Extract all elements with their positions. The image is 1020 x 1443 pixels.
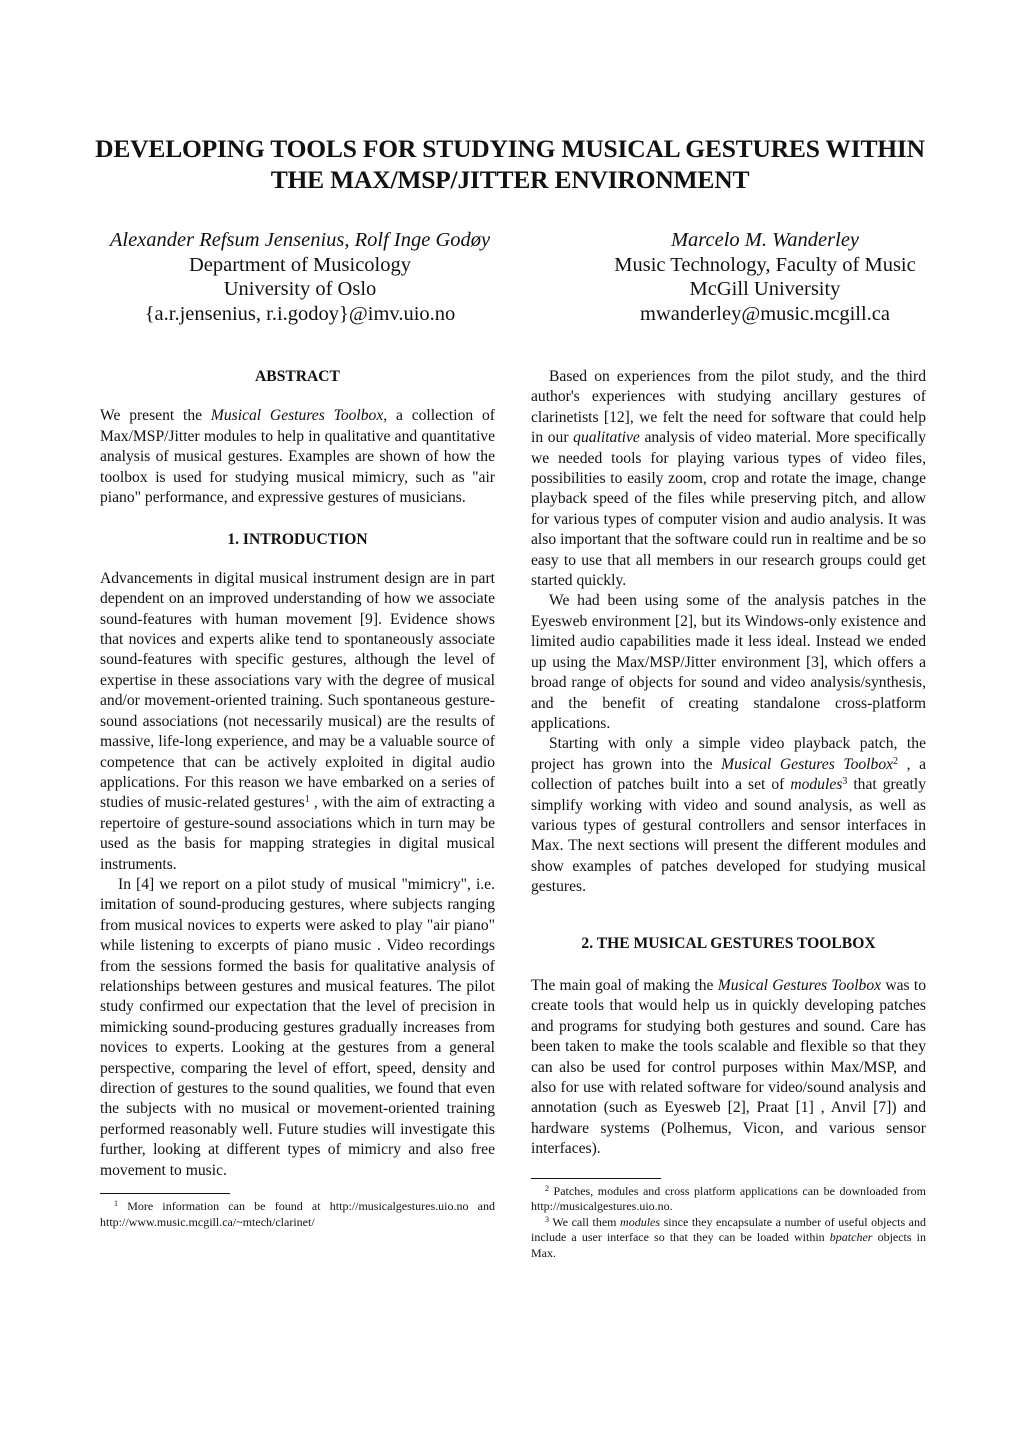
author-block-left — [95, 228, 505, 326]
left-column — [100, 367, 495, 1230]
footnote-2: $^2$ Patches, modules and cross platform applications can be downloaded from http://musicalgestures.uio.no. — [531, 1183, 926, 1214]
title-line-1: DEVELOPING TOOLS FOR STUDYING MUSICAL GESTURES WITHIN — [95, 134, 925, 163]
author-organization: McGill University — [689, 278, 841, 300]
footnote-1: $^1$ More information can be found at http://musicalgestures.uio.no and http://www.music.mcgill.ca/~mtech/clarinet/ — [100, 1199, 495, 1229]
abstract-text: We present the Musical Gestures Toolbox, a collection of Max/MSP/Jitter modules to help in qualitative and quantitative analysis of musical gestures. Examples are shown of how the toolbox is used for studying musical mimicry, such as "air piano" performance, and expressive gestures of musicians. — [100, 407, 495, 507]
intro-paragraph-1: Advancements in digital musical instrument design are in part dependent on an improved understanding of how we associate sound-features with human movement [9]. Evidence shows that novices and experts alike tend to spontaneously associate sound-features with specific gestures, although the level of expertise in these associations vary with the degree of musical and/or movement-oriented training. Such spontaneous gesture-sound associations (not necessarily musical) are the results of massive, life-long experience, and may be a valuable source of competence that can be actively exploited in digital audio applications. For this reason we have embarked on a series of studies of music-related gestures$^1$ , with the aim of extracting a repertoire of gesture-sound associations which in turn may be used as the basis for mapping strategies in digital musical instruments. — [100, 569, 495, 873]
footnote-ref-2: 2 — [893, 755, 899, 767]
abstract-heading: ABSTRACT — [255, 368, 340, 385]
intro-heading: 1. INTRODUCTION — [227, 531, 368, 549]
footnote-ref-3: 3 — [842, 776, 848, 788]
footnote-ref-1: 1 — [304, 794, 310, 806]
author-email: mwanderley@music.mcgill.ca — [640, 302, 890, 325]
section-2-paragraph-1: The main goal of making the Musical Gestures Toolbox was to create tools that would help us in quickly developing patches and programs for studying both gestures and sound. Care has been taken to make the tools scalable and flexible so that they can also be used for control purposes within Max/MSP, and also for use with related software for video/sound analysis and annotation (such as Eyesweb [2], Praat [1] , Anvil [7]) and hardware systems (Polhemus, Vicon, and various sensor interfaces). — [531, 976, 926, 1158]
paper-title — [60, 133, 960, 195]
right-paragraph-1: Based on experiences from the pilot study, and the third author's experiences with studying ancillary gestures of clarinetists [12], we felt the need for software that could help in our qualitative analysis of video material. More specifically we needed tools for playing various types of video files, possibilities to easily zoom, crop and rotate the image, change playback speed of the files while preserving pitch, and allow for various types of computer vision and audio analysis. It was also important that the software could run in realtime and be so easy to use that all members in our research groups could get started quickly. — [531, 368, 926, 590]
section-2-heading: 2. THE MUSICAL GESTURES TOOLBOX — [581, 934, 876, 952]
intro-paragraph-2: In [4] we report on a pilot study of musical "mimicry", i.e. imitation of sound-producing gestures, where subjects ranging from musical novices to experts were asked to play "air piano" while listening to excerpts of piano music . Video recordings from the sessions formed the basis for qualitative analysis of relationships between gestures and musical features. The pilot study confirmed our expectation that the level of precision in mimicking sound-producing gestures gradually increases from novices to experts. Looking at the gestures from a general perspective, comparing the level of effort, speed, density and direction of gestures to the sound qualities, we found that even the subjects with no musical or movement-oriented training performed reasonably well. Future studies will investigate this further, looking at different types of mimicry and also free movement to music. — [100, 875, 495, 1179]
title-line-2: THE MAX/MSP/JITTER ENVIRONMENT — [270, 165, 750, 194]
footnote-3: $^3$ We call them modules since they encapsulate a number of useful objects and include a user interface so that they can be loaded within bpatcher objects in Max. — [531, 1214, 927, 1260]
author-email: {a.r.jensenius, r.i.godoy}@imv.uio.no — [144, 302, 456, 325]
author-block-right — [560, 228, 970, 326]
right-paragraph-2: We had been using some of the analysis patches in the Eyesweb environment [2], but its Windows-only existence and limited audio capabilities made it less ideal. Instead we ended up using the Max/MSP/Jitter environment [3], which offers a broad range of objects for sound and video analysis/synthesis, and the benefit of creating standalone cross-platform applications. — [531, 592, 926, 732]
right-column — [531, 367, 926, 1261]
right-paragraph-3: Starting with only a simple video playback patch, the project has grown into the Musical Gestures Toolbox$^2$ , a collection of patches built into a set of modules$^3$ that greatly simplify working with video and sound analysis, as well as various types of gestural controllers and sensor interfaces in Max. The next sections will present the different modules and show examples of patches developed for studying musical gestures. — [531, 735, 927, 896]
author-department: Music Technology, Faculty of Music — [614, 253, 916, 276]
author-names: Marcelo M. Wanderley — [670, 229, 860, 251]
author-department: Department of Musicology — [188, 253, 412, 276]
author-organization: University of Oslo — [223, 278, 377, 300]
author-names: Alexander Refsum Jensenius, Rolf Inge Godøy — [109, 229, 491, 251]
